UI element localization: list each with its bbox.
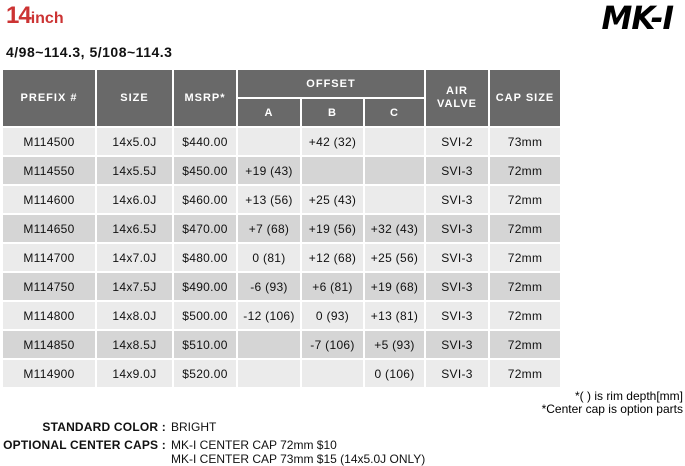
table-row <box>3 273 560 300</box>
cell-offset-a: +13 (56) <box>238 186 300 213</box>
cell-cap-size: 72mm <box>490 244 560 271</box>
cell-cap-size: 72mm <box>490 360 560 387</box>
footer-info <box>0 420 685 466</box>
cell-offset-b: +19 (56) <box>302 215 363 242</box>
cell-air-valve: SVI-3 <box>426 157 488 184</box>
optional-caps-label: OPTIONAL CENTER CAPS : <box>3 438 166 452</box>
cell-offset-c <box>365 128 424 155</box>
optional-caps-values <box>171 438 425 466</box>
brand-logo: MK-I <box>601 0 673 38</box>
table-row <box>3 244 560 271</box>
cell-cap-size: 72mm <box>490 273 560 300</box>
cell-size: 14x6.5J <box>97 215 172 242</box>
table-row <box>3 186 560 213</box>
cell-offset-a: +7 (68) <box>238 215 300 242</box>
cell-offset-a: 0 (81) <box>238 244 300 271</box>
cell-offset-a: +19 (43) <box>238 157 300 184</box>
cell-offset-b <box>302 360 363 387</box>
standard-color-row <box>0 420 685 434</box>
footnotes <box>0 390 683 416</box>
cell-size: 14x5.0J <box>97 128 172 155</box>
cell-prefix: M114700 <box>3 244 95 271</box>
col-header-air-valve: AIR VALVE <box>426 70 488 126</box>
col-header-offset-a: A <box>238 99 300 126</box>
table-row <box>3 157 560 184</box>
table-row <box>3 128 560 155</box>
cell-size: 14x9.0J <box>97 360 172 387</box>
cell-cap-size: 72mm <box>490 186 560 213</box>
cell-air-valve: SVI-2 <box>426 128 488 155</box>
optional-cap-72mm: MK-I CENTER CAP 72mm $10 <box>171 438 337 452</box>
cell-offset-b: +12 (68) <box>302 244 363 271</box>
cell-cap-size: 72mm <box>490 215 560 242</box>
col-header-size: SIZE <box>97 70 172 126</box>
table-row <box>3 331 560 358</box>
cell-offset-c: +25 (56) <box>365 244 424 271</box>
cell-cap-size: 72mm <box>490 331 560 358</box>
cell-offset-c: +13 (81) <box>365 302 424 329</box>
cell-offset-c: +5 (93) <box>365 331 424 358</box>
cell-prefix: M114800 <box>3 302 95 329</box>
cell-msrp: $510.00 <box>174 331 236 358</box>
cell-size: 14x7.0J <box>97 244 172 271</box>
cell-size: 14x8.5J <box>97 331 172 358</box>
wheel-diameter: 14 <box>6 2 31 29</box>
table-row <box>3 360 560 387</box>
cell-cap-size: 73mm <box>490 128 560 155</box>
optional-cap-73mm: MK-I CENTER CAP 73mm $15 (14x5.0J ONLY) <box>171 452 426 466</box>
cell-offset-c: +32 (43) <box>365 215 424 242</box>
cell-size: 14x5.5J <box>97 157 172 184</box>
cell-prefix: M114600 <box>3 186 95 213</box>
cell-prefix: M114550 <box>3 157 95 184</box>
cell-offset-b <box>302 157 363 184</box>
cell-size: 14x6.0J <box>97 186 172 213</box>
col-header-offset-b: B <box>302 99 363 126</box>
cell-offset-a <box>238 331 300 358</box>
cell-prefix: M114900 <box>3 360 95 387</box>
cell-msrp: $490.00 <box>174 273 236 300</box>
cell-prefix: M114500 <box>3 128 95 155</box>
top-bar <box>0 0 685 38</box>
cell-offset-c: +19 (68) <box>365 273 424 300</box>
cell-prefix: M114650 <box>3 215 95 242</box>
col-header-offset-c: C <box>365 99 424 126</box>
note-center-cap: *Center cap is option parts <box>541 402 683 416</box>
cell-offset-b: +42 (32) <box>302 128 363 155</box>
cell-cap-size: 72mm <box>490 302 560 329</box>
optional-caps-row <box>0 438 685 466</box>
col-header-prefix: PREFIX # <box>3 70 95 126</box>
cell-msrp: $460.00 <box>174 186 236 213</box>
table-row <box>3 302 560 329</box>
cell-offset-a: -6 (93) <box>238 273 300 300</box>
page-title <box>6 4 64 31</box>
standard-color-value: BRIGHT <box>171 420 217 434</box>
cell-air-valve: SVI-3 <box>426 302 488 329</box>
cell-msrp: $480.00 <box>174 244 236 271</box>
cell-air-valve: SVI-3 <box>426 215 488 242</box>
col-header-offset: OFFSET <box>238 70 424 97</box>
cell-offset-a <box>238 128 300 155</box>
cell-msrp: $440.00 <box>174 128 236 155</box>
cell-air-valve: SVI-3 <box>426 186 488 213</box>
table-row <box>3 215 560 242</box>
cell-offset-b: +6 (81) <box>302 273 363 300</box>
cell-air-valve: SVI-3 <box>426 244 488 271</box>
cell-offset-b: -7 (106) <box>302 331 363 358</box>
cell-size: 14x7.5J <box>97 273 172 300</box>
bolt-pattern-text: 4/98~114.3, 5/108~114.3 <box>6 44 173 60</box>
spec-table <box>1 68 562 389</box>
cell-offset-b: +25 (43) <box>302 186 363 213</box>
note-rim-depth: *( ) is rim depth[mm] <box>574 389 683 403</box>
wheel-diameter-unit: inch <box>30 10 64 27</box>
cell-msrp: $470.00 <box>174 215 236 242</box>
col-header-cap-size: CAP SIZE <box>490 70 560 126</box>
cell-msrp: $450.00 <box>174 157 236 184</box>
cell-offset-c: 0 (106) <box>365 360 424 387</box>
cell-air-valve: SVI-3 <box>426 273 488 300</box>
cell-size: 14x8.0J <box>97 302 172 329</box>
standard-color-label: STANDARD COLOR : <box>42 420 166 434</box>
cell-offset-c <box>365 157 424 184</box>
cell-offset-b: 0 (93) <box>302 302 363 329</box>
col-header-msrp: MSRP* <box>174 70 236 126</box>
cell-prefix: M114750 <box>3 273 95 300</box>
cell-cap-size: 72mm <box>490 157 560 184</box>
cell-offset-a: -12 (106) <box>238 302 300 329</box>
cell-msrp: $500.00 <box>174 302 236 329</box>
cell-air-valve: SVI-3 <box>426 360 488 387</box>
cell-air-valve: SVI-3 <box>426 331 488 358</box>
cell-offset-a <box>238 360 300 387</box>
cell-offset-c <box>365 186 424 213</box>
cell-msrp: $520.00 <box>174 360 236 387</box>
cell-prefix: M114850 <box>3 331 95 358</box>
